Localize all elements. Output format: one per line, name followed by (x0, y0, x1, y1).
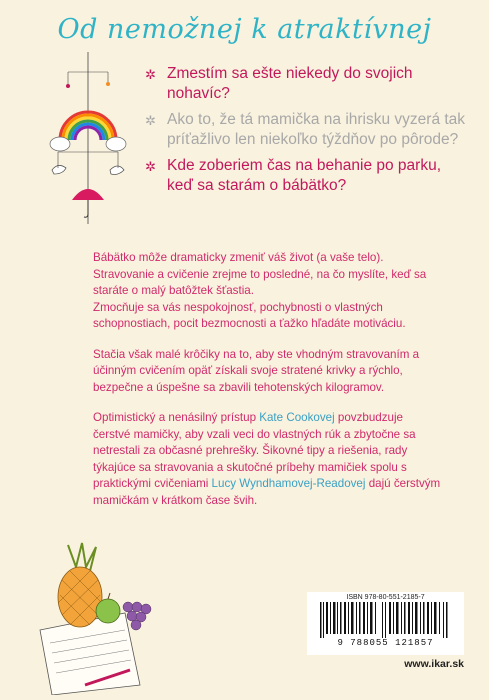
question-text: Zmestím sa ešte niekedy do svojich nohavíc? (167, 65, 413, 102)
blurb-paragraph-1 (93, 250, 443, 333)
publisher-website: www.ikar.sk (404, 658, 464, 670)
question-text: Kde zoberiem čas na behanie po parku, keď sa starám o bábätko? (167, 157, 442, 194)
question-item (145, 156, 470, 196)
pineapple-icon (58, 543, 102, 627)
umbrella-icon (72, 189, 104, 217)
blurb-paragraph-3 (93, 410, 443, 509)
question-text: Ako to, že tá mamička na ihrisku vyzerá tak príťažlivo len niekoľko týždňov po pôrode? (167, 111, 466, 148)
author-name: Kate Cookovej (259, 411, 335, 424)
blurb-text: Zmocňuje sa vás nespokojnosť, pochybnosti o vlastných schopnostiach, pocit bezmocnosti a ťažko hľadáte motiváciu. (93, 300, 406, 330)
star-bullet-icon: ✲ (145, 113, 156, 128)
blurb-text: Bábätko môže dramaticky zmeniť váš život (a vaše telo). Stravovanie a cvičenie zrejme to posledné, na čo myslíte, keď sa staráte o malý batôžtek šťastia. (93, 251, 427, 297)
question-list (145, 64, 470, 202)
coauthor-name: Lucy Wyndhamovej-Readovej (211, 477, 366, 490)
star-bullet-icon: ✲ (145, 159, 156, 174)
blurb-text: povzbudzuje čerstvé mamičky, aby vzali veci do vlastných rúk a zbytočne sa netrestali za občasné prehrešky. Šikovné tipy a riešenia, rady týkajúce sa stravovania a skutočné príbehy mamičiek spolu s praktickými cvičeniami (93, 411, 416, 490)
isbn-label: ISBN 978-80-551-2185-7 (346, 594, 425, 601)
fruit-illustration (30, 535, 165, 695)
cover-title: Od nemožnej k atraktívnej (57, 14, 432, 45)
rainbow-cloud-mobile-icon (48, 52, 128, 224)
blurb-paragraph-2: Stačia však malé krôčiky na to, aby ste vhodným stravovaním a účinným cvičením opäť získali svoje stratené krivky a rýchlo, bezpečne a úspešne sa zbavili tehotenských kilogramov. (93, 347, 420, 394)
blurb-text: dajú čerstvým mamičkám v krátkom čase švih. (93, 477, 441, 507)
barcode-icon (316, 602, 456, 638)
isbn-digits: 9 788055 121857 (337, 638, 434, 648)
blurb (93, 250, 443, 523)
blurb-text: Optimistický a nenásilný prístup (93, 411, 260, 424)
isbn-barcode-box (307, 592, 464, 655)
question-item (145, 64, 470, 104)
star-bullet-icon: ✲ (145, 67, 156, 82)
question-item (145, 110, 470, 150)
